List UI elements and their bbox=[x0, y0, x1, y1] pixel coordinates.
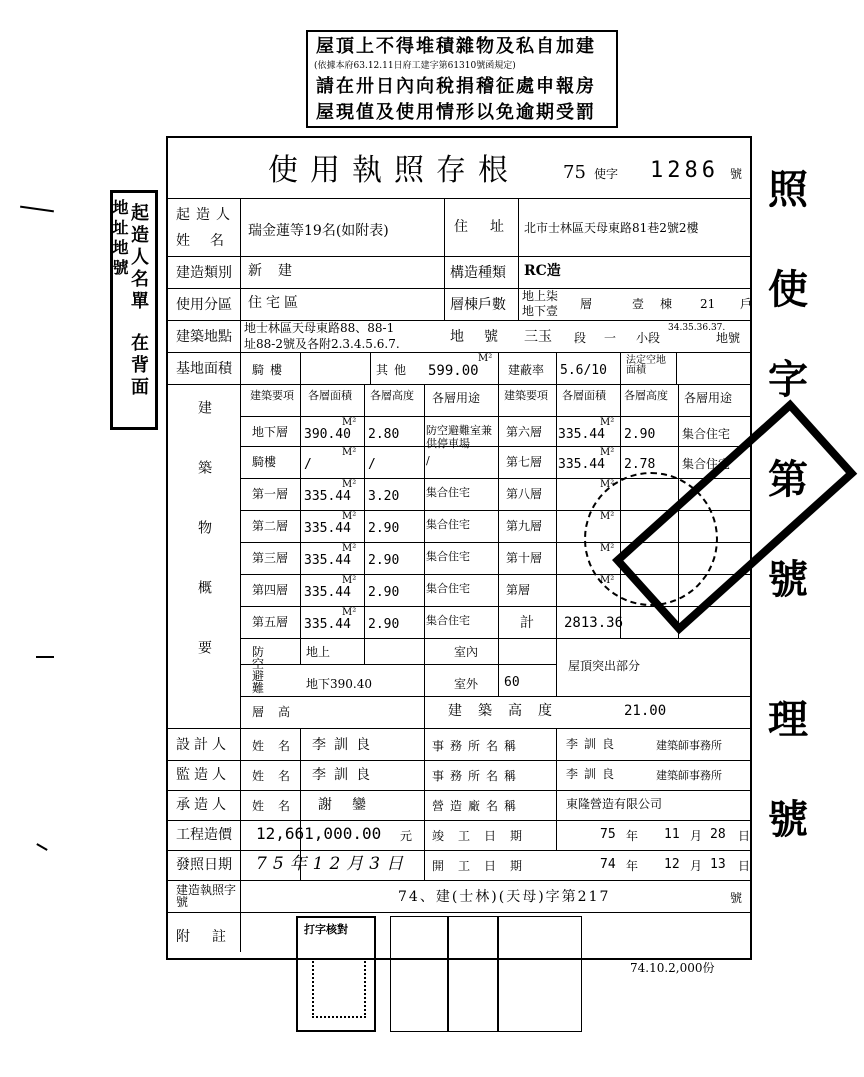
unit-label: M² bbox=[342, 511, 357, 522]
rule bbox=[300, 352, 301, 384]
rule bbox=[166, 198, 752, 199]
rule bbox=[166, 912, 752, 913]
floor-area: 335.44 bbox=[304, 489, 351, 504]
unit-label: M² bbox=[342, 417, 357, 428]
floor-height: 2.90 bbox=[368, 553, 400, 568]
rule bbox=[444, 198, 445, 320]
rule bbox=[166, 728, 752, 729]
floor-area: 335.44 bbox=[304, 585, 351, 600]
floor-area: 335.44 bbox=[558, 427, 605, 442]
area-unit: M² bbox=[478, 353, 493, 364]
rule bbox=[240, 416, 752, 417]
notice-box bbox=[306, 30, 618, 128]
rule bbox=[370, 352, 371, 384]
rule bbox=[498, 384, 499, 696]
lot-label: 地號 bbox=[450, 329, 518, 345]
shelter-below: 地下390.40 bbox=[306, 677, 372, 691]
floors-header-item: 建築要項 bbox=[250, 389, 294, 402]
shelter-above: 地上 bbox=[306, 645, 331, 659]
right-edge-char: 第 bbox=[768, 456, 808, 503]
unit-label: M² bbox=[600, 511, 615, 522]
floor-name: 第五層 bbox=[252, 615, 289, 629]
units-unit: 戶 bbox=[740, 297, 753, 311]
lot-unit: 地號 bbox=[716, 331, 741, 345]
start-year: 74 bbox=[600, 857, 616, 872]
floor-name: 第六層 bbox=[506, 425, 543, 439]
start-month: 12 bbox=[664, 857, 680, 872]
floors-header-height: 各層高度 bbox=[370, 389, 414, 402]
floor-name: 第十層 bbox=[506, 551, 543, 565]
start-month-unit: 月 bbox=[690, 859, 703, 873]
floor-use: 防空避難室兼供停車場 bbox=[426, 424, 492, 451]
floor-name: 第三層 bbox=[252, 551, 289, 565]
floors-header-area-r: 各層面積 bbox=[562, 389, 606, 402]
arcade-label: 騎樓 bbox=[252, 363, 289, 377]
floors-header-use: 各層用途 bbox=[432, 391, 481, 405]
margin-mark bbox=[20, 206, 54, 213]
total-label: 計 bbox=[520, 615, 534, 631]
supervisor-office-label: 事務所名稱 bbox=[432, 769, 523, 783]
right-edge-char: 照 bbox=[768, 166, 808, 213]
section-label-building: 建築物概要 bbox=[196, 400, 212, 700]
unit-label: M² bbox=[342, 447, 357, 458]
unit-label: M² bbox=[342, 607, 357, 618]
legal-label: 法定空地面積 bbox=[626, 355, 666, 376]
floors-label: 層棟戶數 bbox=[450, 297, 506, 313]
subsection-name: 一 bbox=[604, 331, 617, 345]
seal-stamp-2 bbox=[448, 916, 498, 1032]
floor-name: 第二層 bbox=[252, 519, 289, 533]
rule bbox=[166, 850, 752, 851]
story-height-label: 層高 bbox=[252, 705, 305, 719]
completion-year-unit: 年 bbox=[626, 829, 639, 843]
seal-stamp-3 bbox=[498, 916, 582, 1032]
designer-office-suffix: 建築師事務所 bbox=[656, 739, 722, 752]
floor-use: 集合住宅 bbox=[682, 427, 731, 441]
designer-office: 李訓良 bbox=[566, 737, 621, 751]
subsection-unit: 小段 bbox=[636, 331, 661, 345]
designer-label: 設計人 bbox=[176, 737, 230, 753]
contractor-name: 謝鑾 bbox=[318, 797, 386, 813]
other-label: 其他 bbox=[376, 363, 413, 377]
rule bbox=[166, 820, 752, 821]
cost-label: 工程造價 bbox=[176, 827, 232, 843]
rule bbox=[556, 352, 557, 384]
designer-name-label: 姓名 bbox=[252, 739, 305, 753]
permit-value: 74、建(士林)(天母)字第217 bbox=[398, 889, 611, 905]
cost-unit: 元 bbox=[400, 829, 413, 843]
build-height-label: 建築高度 bbox=[448, 703, 568, 719]
floor-height: 2.90 bbox=[368, 617, 400, 632]
footer-print-note: 74.10.2,000份 bbox=[630, 961, 715, 975]
unit-label: M² bbox=[342, 543, 357, 554]
shelter-label: 防空避難 bbox=[252, 645, 275, 695]
round-seal bbox=[584, 472, 718, 606]
floor-name: 騎樓 bbox=[252, 455, 277, 469]
right-edge-char: 號 bbox=[768, 796, 808, 843]
completion-year: 75 bbox=[600, 827, 616, 842]
rule bbox=[556, 384, 557, 696]
floor-area: 390.40 bbox=[304, 427, 351, 442]
floor-height: 3.20 bbox=[368, 489, 400, 504]
supervisor-label: 監造人 bbox=[176, 767, 230, 783]
floor-height: 2.78 bbox=[624, 457, 656, 472]
seal-stamp-1 bbox=[390, 916, 448, 1032]
floor-name: 第八層 bbox=[506, 487, 543, 501]
section-unit: 段 bbox=[574, 331, 587, 345]
supervisor-name: 李訓良 bbox=[312, 767, 378, 783]
floor-height: / bbox=[368, 457, 376, 472]
unit-label: M² bbox=[600, 575, 615, 586]
site-label: 建築地點 bbox=[176, 329, 232, 345]
floor-name: 地下層 bbox=[252, 425, 289, 439]
floor-height: 2.90 bbox=[368, 585, 400, 600]
notice-line1: 屋頂上不得堆積雜物及私自加建 bbox=[316, 36, 596, 57]
supervisor-name-label: 姓名 bbox=[252, 769, 305, 783]
contractor-label: 承造人 bbox=[176, 797, 230, 813]
rule bbox=[240, 446, 752, 447]
rule bbox=[240, 638, 752, 639]
note-label: 附註 bbox=[176, 929, 248, 945]
supervisor-office: 李訓良 bbox=[566, 767, 621, 781]
floor-name: 第一層 bbox=[252, 487, 289, 501]
coverage-value: 5.6/10 bbox=[560, 363, 607, 378]
rule bbox=[166, 880, 752, 881]
coverage-label: 建蔽率 bbox=[508, 363, 545, 377]
completion-day: 28 bbox=[710, 827, 726, 842]
floor-area: 335.44 bbox=[304, 521, 351, 536]
floor-height: 2.90 bbox=[624, 427, 656, 442]
designer-name: 李訓良 bbox=[312, 737, 378, 753]
right-edge-char: 號 bbox=[768, 556, 808, 603]
structure-value: RC造 bbox=[524, 263, 561, 279]
bldg-unit: 棟 bbox=[660, 297, 673, 311]
category-value: 新建 bbox=[248, 263, 308, 279]
unit-label: M² bbox=[600, 543, 615, 554]
build-height-value: 21.00 bbox=[624, 703, 667, 719]
unit-label: M² bbox=[600, 479, 615, 490]
side-stamp-col3: 在背面 bbox=[128, 333, 149, 399]
rule bbox=[166, 288, 752, 289]
right-edge-char: 理 bbox=[768, 696, 808, 743]
floor-name: 第七層 bbox=[506, 455, 543, 469]
rule bbox=[166, 790, 752, 791]
rule bbox=[166, 352, 752, 353]
floors-above: 地上柒 bbox=[522, 289, 559, 303]
completion-month-unit: 月 bbox=[690, 829, 703, 843]
shelter-outside-value: 60 bbox=[504, 675, 520, 690]
issue-value: 75年12月3日 bbox=[256, 854, 410, 874]
margin-mark bbox=[36, 843, 47, 851]
unit-label: M² bbox=[342, 575, 357, 586]
floors-header-item-r: 建築要項 bbox=[504, 389, 548, 402]
floors-below: 地下壹 bbox=[522, 304, 559, 318]
permit-number: 1286 bbox=[650, 158, 719, 183]
rule bbox=[498, 352, 499, 384]
notice-line3: 請在卅日內向稅捐稽征處申報房 bbox=[316, 76, 596, 97]
right-edge-char: 使 bbox=[768, 266, 808, 313]
start-day: 13 bbox=[710, 857, 726, 872]
side-stamp-col2: 地址地號 bbox=[110, 199, 129, 279]
floor-use: 集合住宅 bbox=[426, 614, 470, 627]
cost-value: 12,661,000.00 bbox=[256, 824, 382, 843]
contractor-company-label: 營造廠名稱 bbox=[432, 799, 523, 813]
structure-label: 構造種類 bbox=[450, 265, 506, 281]
rule bbox=[556, 728, 557, 850]
permit-value-suffix: 號 bbox=[730, 891, 743, 905]
section-name: 三玉 bbox=[524, 329, 552, 345]
floor-use: 集合住宅 bbox=[426, 486, 470, 499]
applicant-label2: 姓名 bbox=[176, 233, 244, 249]
address-label: 住址 bbox=[454, 219, 526, 235]
start-day-unit: 日 bbox=[738, 859, 751, 873]
zone-label: 使用分區 bbox=[176, 297, 232, 313]
right-edge-char: 字 bbox=[768, 356, 808, 403]
floor-use: / bbox=[426, 454, 430, 467]
floor-height: 2.80 bbox=[368, 427, 400, 442]
rule bbox=[424, 384, 425, 696]
address-value: 北市士林區天母東路81巷2號2樓 bbox=[524, 221, 699, 235]
floor-use: 集合住宅 bbox=[682, 457, 731, 471]
rule bbox=[240, 198, 241, 952]
floors-header-area: 各層面積 bbox=[308, 389, 352, 402]
floor-height: 2.90 bbox=[368, 521, 400, 536]
check-stamp bbox=[296, 916, 376, 1032]
floor-use: 集合住宅 bbox=[426, 518, 470, 531]
units-count: 21 bbox=[700, 297, 716, 311]
other-value: 599.00 bbox=[428, 363, 479, 379]
rule bbox=[166, 256, 752, 257]
area-label: 基地面積 bbox=[176, 361, 232, 377]
issue-label: 發照日期 bbox=[176, 857, 232, 873]
floor-use: 集合住宅 bbox=[426, 550, 470, 563]
floor-name: 第四層 bbox=[252, 583, 289, 597]
rule bbox=[620, 352, 621, 384]
shelter-inside: 室內 bbox=[454, 645, 479, 659]
completion-month: 11 bbox=[664, 827, 680, 842]
category-label: 建造類別 bbox=[176, 265, 232, 281]
unit-label: M² bbox=[342, 479, 357, 490]
bldg-count: 壹 bbox=[632, 297, 645, 311]
supervisor-office-suffix: 建築師事務所 bbox=[656, 769, 722, 782]
check-stamp-seal bbox=[312, 958, 366, 1018]
floors-header-height-r: 各層高度 bbox=[624, 389, 668, 402]
side-stamp-col1: 起造人名單 bbox=[128, 203, 149, 313]
floor-name: 第九層 bbox=[506, 519, 543, 533]
floor-area: 335.44 bbox=[304, 617, 351, 632]
completion-day-unit: 日 bbox=[738, 829, 751, 843]
floor-area: 335.44 bbox=[558, 457, 605, 472]
floor-area: / bbox=[304, 457, 312, 472]
site-line2: 址88-2號及各附2.3.4.5.6.7. bbox=[244, 337, 400, 351]
rule bbox=[166, 384, 752, 385]
unit-label: M² bbox=[600, 417, 615, 428]
floor-area: 335.44 bbox=[304, 553, 351, 568]
completion-label: 竣工日期 bbox=[432, 829, 537, 843]
permit-label: 建造執照字號 bbox=[176, 883, 237, 909]
notice-line2: (依據本府63.12.11日府工建字第61310號函規定) bbox=[314, 61, 516, 71]
roof-label: 屋頂突出部分 bbox=[568, 659, 641, 673]
unit-label: M² bbox=[600, 447, 615, 458]
margin-mark bbox=[36, 656, 54, 658]
rule bbox=[166, 760, 752, 761]
rule bbox=[240, 696, 752, 697]
rule bbox=[424, 696, 425, 880]
contractor-company: 東隆營造有限公司 bbox=[566, 797, 663, 811]
start-year-unit: 年 bbox=[626, 859, 639, 873]
start-label: 開工日期 bbox=[432, 859, 537, 873]
contractor-name-label: 姓名 bbox=[252, 799, 305, 813]
applicant-value: 瑞金蓮等19名(如附表) bbox=[248, 223, 389, 239]
side-stamp bbox=[110, 190, 158, 430]
rule bbox=[676, 352, 677, 384]
site-line1: 地士林區天母東路88、88-1 bbox=[244, 321, 395, 335]
lot-numbers: 34.35.36.37. bbox=[668, 323, 726, 333]
rule bbox=[364, 384, 365, 664]
permit-year: 75 bbox=[563, 162, 586, 183]
floors-layer: 層 bbox=[580, 297, 593, 311]
permit-suffix: 號 bbox=[730, 167, 743, 181]
zone-value: 住宅區 bbox=[248, 295, 302, 311]
applicant-label1: 起造人 bbox=[176, 207, 236, 223]
notice-line4: 屋現值及使用情形以免逾期受罰 bbox=[316, 102, 596, 123]
form-title: 使用執照存根 bbox=[268, 153, 520, 188]
check-stamp-label: 打字核對 bbox=[304, 923, 348, 936]
shelter-outside: 室外 bbox=[454, 677, 479, 691]
permit-word: 使字 bbox=[594, 167, 619, 181]
total-value: 2813.36 bbox=[564, 615, 624, 631]
rule bbox=[300, 384, 301, 664]
floor-use: 集合住宅 bbox=[426, 582, 470, 595]
designer-office-label: 事務所名稱 bbox=[432, 739, 523, 753]
floors-header-use-r: 各層用途 bbox=[684, 391, 733, 405]
rule bbox=[518, 198, 519, 320]
floor-name: 第層 bbox=[506, 583, 531, 597]
